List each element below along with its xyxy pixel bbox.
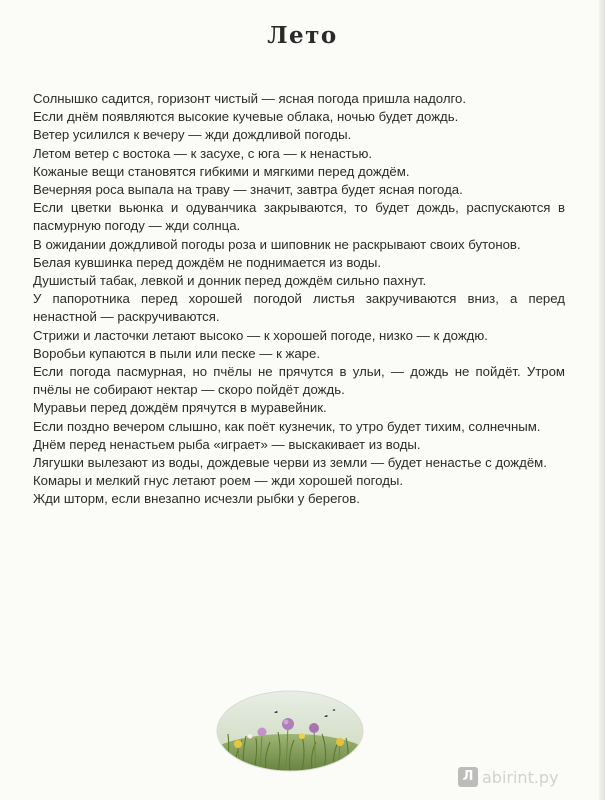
body-text [33,90,565,509]
meadow-flowers-illustration [216,690,364,772]
paragraph: Белая кувшинка перед дождём не поднимается из воды. [33,254,382,270]
paragraph: Днём перед ненастьем рыба «играет» — выскакивает из воды. [33,436,421,452]
paragraph: Если погода пасмурная, но пчёлы не прячутся в ульи, — дождь не пойдёт. Утром пчёлы не собирают нектар — скоро пойдёт дождь. [33,364,565,398]
page-title: Лето [267,22,338,49]
paragraph: У папоротника перед хорошей погодой листья закручиваются вниз, а перед ненастной — раскручиваются. [33,291,565,325]
paragraph: Стрижи и ласточки летают высоко — к хорошей погоде, низко — к дождю. [33,327,488,343]
paragraph: Вечерняя роса выпала на траву — значит, завтра будет ясная погода. [33,182,463,198]
watermark-text: abirint.ру [482,767,559,787]
paragraph: Если поздно вечером слышно, как поёт кузнечик, то утро будет тихим, солнечным. [33,418,541,434]
paragraph: Кожаные вещи становятся гибкими и мягкими перед дождём. [33,163,410,179]
page-edge [599,0,605,800]
paragraph: В ожидании дождливой погоды роза и шиповник не раскрывают своих бутонов. [33,236,521,252]
paragraph: Душистый табак, левкой и донник перед дождём сильно пахнут. [33,273,427,289]
paragraph: Если днём появляются высокие кучевые облака, ночью будет дождь. [33,109,459,125]
watermark [458,766,559,788]
paragraph: Ветер усилился к вечеру — жди дождливой погоды. [33,127,352,143]
paragraph: Солнышко садится, горизонт чистый — ясная погода пришла надолго. [33,91,467,106]
labirint-logo-icon: Л [458,767,478,787]
paragraph: Муравьи перед дождём прячутся в муравейник. [33,400,327,416]
paragraph: Если цветки вьюнка и одуванчика закрываются, то будет дождь, распускаются в пасмурную погоду — жди солнца. [33,200,565,234]
paragraph: Комары и мелкий гнус летают роем — жди хорошей погоды. [33,473,404,489]
paragraph: Лягушки вылезают из воды, дождевые черви из земли — будет ненастье с дождём. [33,455,547,471]
paragraph: Летом ветер с востока — к засухе, с юга — к ненастью. [33,145,373,161]
paragraph: Воробьи купаются в пыли или песке — к жаре. [33,345,320,361]
paragraph: Жди шторм, если внезапно исчезли рыбки у берегов. [33,491,360,507]
